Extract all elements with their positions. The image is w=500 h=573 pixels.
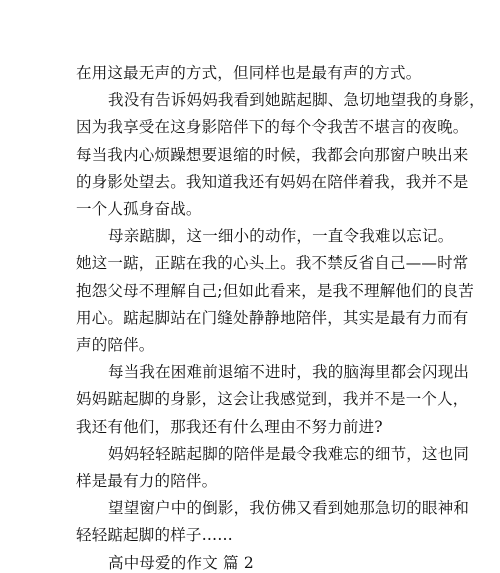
text-line: 样是最有力的陪伴。 [76,472,218,490]
text-line: 在用这最无声的方式，但同样也是最有声的方式。 [76,64,422,82]
text-line: 声的陪伴。 [76,336,155,354]
text-line: 妈妈轻轻踮起脚的陪伴是最令我难忘的细节，这也同 [108,444,470,463]
text-line: 母亲踮脚，这一细小的动作，一直令我难以忘记。 [108,227,454,246]
text-line: 我没有告诉妈妈我看到她踮起脚、急切地望我的身影， [108,91,485,110]
text-line: 妈妈踮起脚的身影，这会让我感觉到，我并不是一个人， [76,390,469,409]
text-line: 我还有他们，那我还有什么理由不努力前进? [76,417,383,436]
text-line: 每当我内心烦躁想要退缩的时候，我都会向那窗户映出来 [76,145,469,164]
text-line: 每当我在困难前退缩不进时，我的脑海里都会闪现出 [108,363,470,382]
text-line: 望望窗户中的倒影，我仿佛又看到她那急切的眼神和 [108,499,470,518]
text-line: 轻轻踮起脚的样子…… [76,526,234,545]
text-line: 的身影处望去。我知道我还有妈妈在陪伴着我，我并不是 [76,172,469,191]
text-line: 用心。踮起脚站在门缝处静静地陪伴，其实是最有力而有 [76,308,469,327]
text-line: 她这一踮，正踮在我的心头上。我不禁反省自己——时常 [76,254,469,273]
text-line: 抱怨父母不理解自己;但如此看来，是我不理解他们的良苦 [76,281,474,300]
text-line: 一个人孤身奋战。 [76,200,202,218]
section-heading: 高中母爱的作文 篇 2 [108,553,254,572]
text-line: 因为我享受在这身影陪伴下的每个令我苦不堪言的夜晚。 [76,118,469,137]
